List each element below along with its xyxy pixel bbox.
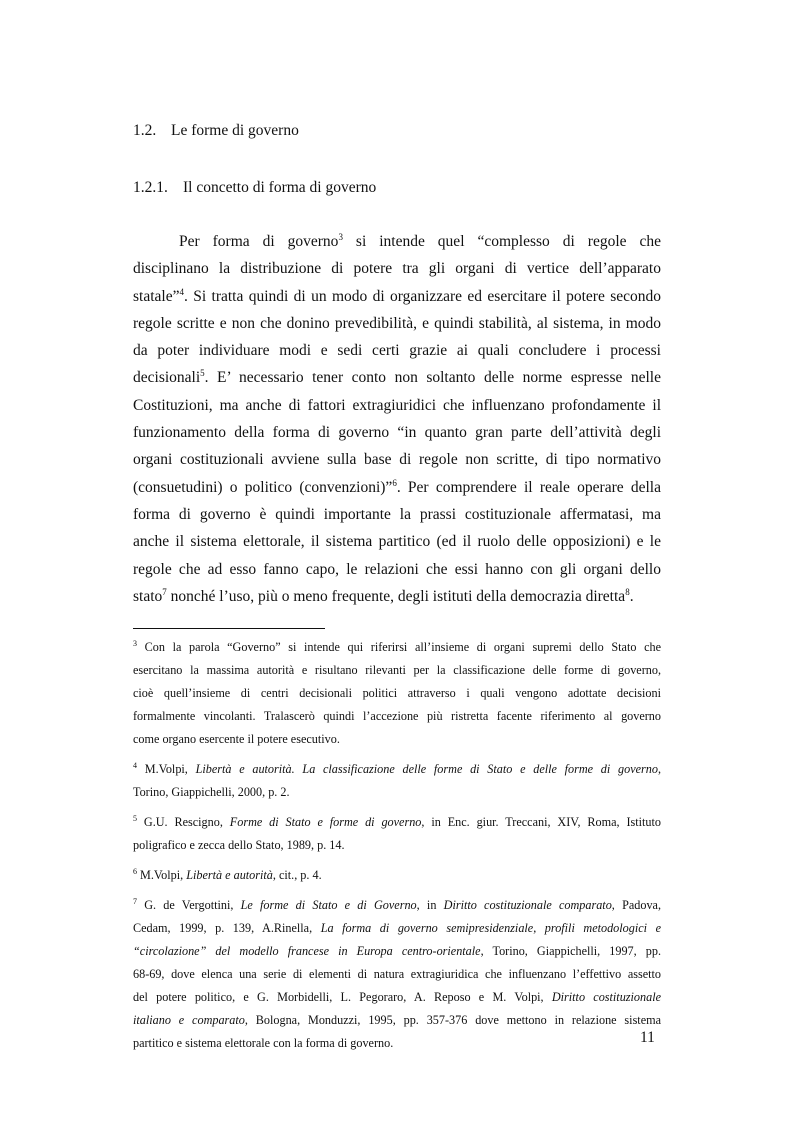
footnote-7: $^7$ G. de Vergottini, Le forme di Stato e di Governo, in Diritto costituzionale comparato, Padova, Cedam, 1999, p. 139, A.Rinella, La forma di governo semipresidenziale, profili metodologici e “circolazione” del modello francese in Europa centro-orientale, Torino, Giappichelli, 1997, pp. 68-69, dove elenca una serie di elementi di natura extragiuridica che influenzano l’effettivo assetto del potere politico, e G. Morbidelli, L. Pegoraro, A. Reposo e M. Volpi, Diritto costituzionale italiano e comparato, Bologna, Monduzzi, 1995, pp. 357-376 dove mettono in relazione sistema partitico e sistema elettorale con la forma di governo. (133, 897, 662, 1050)
footnote-ref[interactable]: 6 (392, 477, 397, 488)
footnote-3: $^3$ Con la parola “Governo” si intende qui riferirsi all’insieme di organi supremi dello Stato che esercitano la massima autorità e risultano rilevanti per la classificazione delle forme di governo, cioè quell’insieme di centri decisionali politici attraverso i quali vengono adottate decisioni formalmente vincolanti. Tralascerò quindi l’accezione più ristretta facente riferimento al governo come organo esercente il potere esecutivo. (133, 639, 661, 746)
footnotes (133, 636, 661, 1062)
body-line: statale”$^4$. Si tratta quindi di un modo di organizzare ed esercitare il potere secondo (133, 286, 661, 305)
footnote-number: 6 (133, 867, 137, 876)
body-line: Costituzioni, ma anche di fattori extragiuridici che influenzano profondamente il (133, 396, 661, 414)
footnote-ref[interactable]: 4 (179, 286, 184, 297)
body-line: anche il sistema elettorale, il sistema partitico (ed il ruolo delle opposizioni) e le (133, 533, 661, 551)
body-line: organi costituzionali avviene sulla base di regole non scritte, di tipo normativo (133, 451, 661, 469)
section-number: 1.2. (133, 122, 157, 139)
body-line: regole scritte e non che donino prevedibilità, e quindi stabilità, al sistema, in modo (133, 314, 661, 332)
subsection-number: 1.2.1. (133, 179, 168, 196)
footnote-ref[interactable]: 8 (625, 586, 630, 597)
body-line: regole che ad esso fanno capo, le relazioni che essi hanno con gli organi dello (133, 560, 661, 578)
footnote-6: $^6$ M.Volpi, Libertà e autorità, cit., p. 4. (133, 867, 322, 882)
body-line: da poter individuare modi e sedi certi grazie ai quali concludere i processi (133, 342, 661, 360)
subsection-heading (133, 179, 376, 197)
body-line: funzionamento della forma di governo “in quanto gran parte dell’attività degli (133, 424, 661, 442)
body-line: (consuetudini) o politico (convenzioni)”$^6$. Per comprendere il reale operare della (133, 477, 661, 496)
body-line: stato$^7$ nonché l’uso, più o meno frequente, degli istituti della democrazia diretta$^8$. (133, 586, 634, 605)
body-line: Per forma di governo$^3$ si intende quel “complesso di regole che (179, 232, 661, 250)
footnote-number: 4 (133, 761, 137, 770)
footnote-number: 5 (133, 814, 137, 823)
section-title: Le forme di governo (171, 122, 299, 139)
footnote-ref[interactable]: 7 (162, 586, 167, 597)
body-line: decisionali$^5$. E’ necessario tener conto non soltanto delle norme espresse nelle (133, 368, 661, 387)
body-line: forma di governo è quindi importante la prassi costituzionale affermatasi, ma (133, 505, 661, 523)
subsection-title: Il concetto di forma di governo (183, 179, 377, 196)
footnote-5: $^5$ G.U. Rescigno, Forme di Stato e forme di governo, in Enc. giur. Treccani, XIV, Roma, Istituto poligrafico e zecca dello Stato, 1989, p. 14. (133, 814, 661, 852)
section-heading (133, 122, 299, 140)
body-paragraph (133, 228, 661, 610)
footnote-ref[interactable]: 5 (200, 368, 205, 379)
footnote-4: $^4$ M.Volpi, Libertà e autorità. La classificazione delle forme di Stato e delle forme di governo, Torino, Giappichelli, 2000, p. 2. (133, 761, 661, 799)
body-line: disciplinano la distribuzione di potere tra gli organi di vertice dell’apparato (133, 260, 661, 278)
footnote-separator (133, 628, 325, 629)
footnote-number: 7 (133, 897, 137, 906)
footnote-number: 3 (133, 639, 137, 648)
page-number: 11 (640, 1029, 655, 1046)
footnote-ref[interactable]: 3 (338, 232, 343, 242)
